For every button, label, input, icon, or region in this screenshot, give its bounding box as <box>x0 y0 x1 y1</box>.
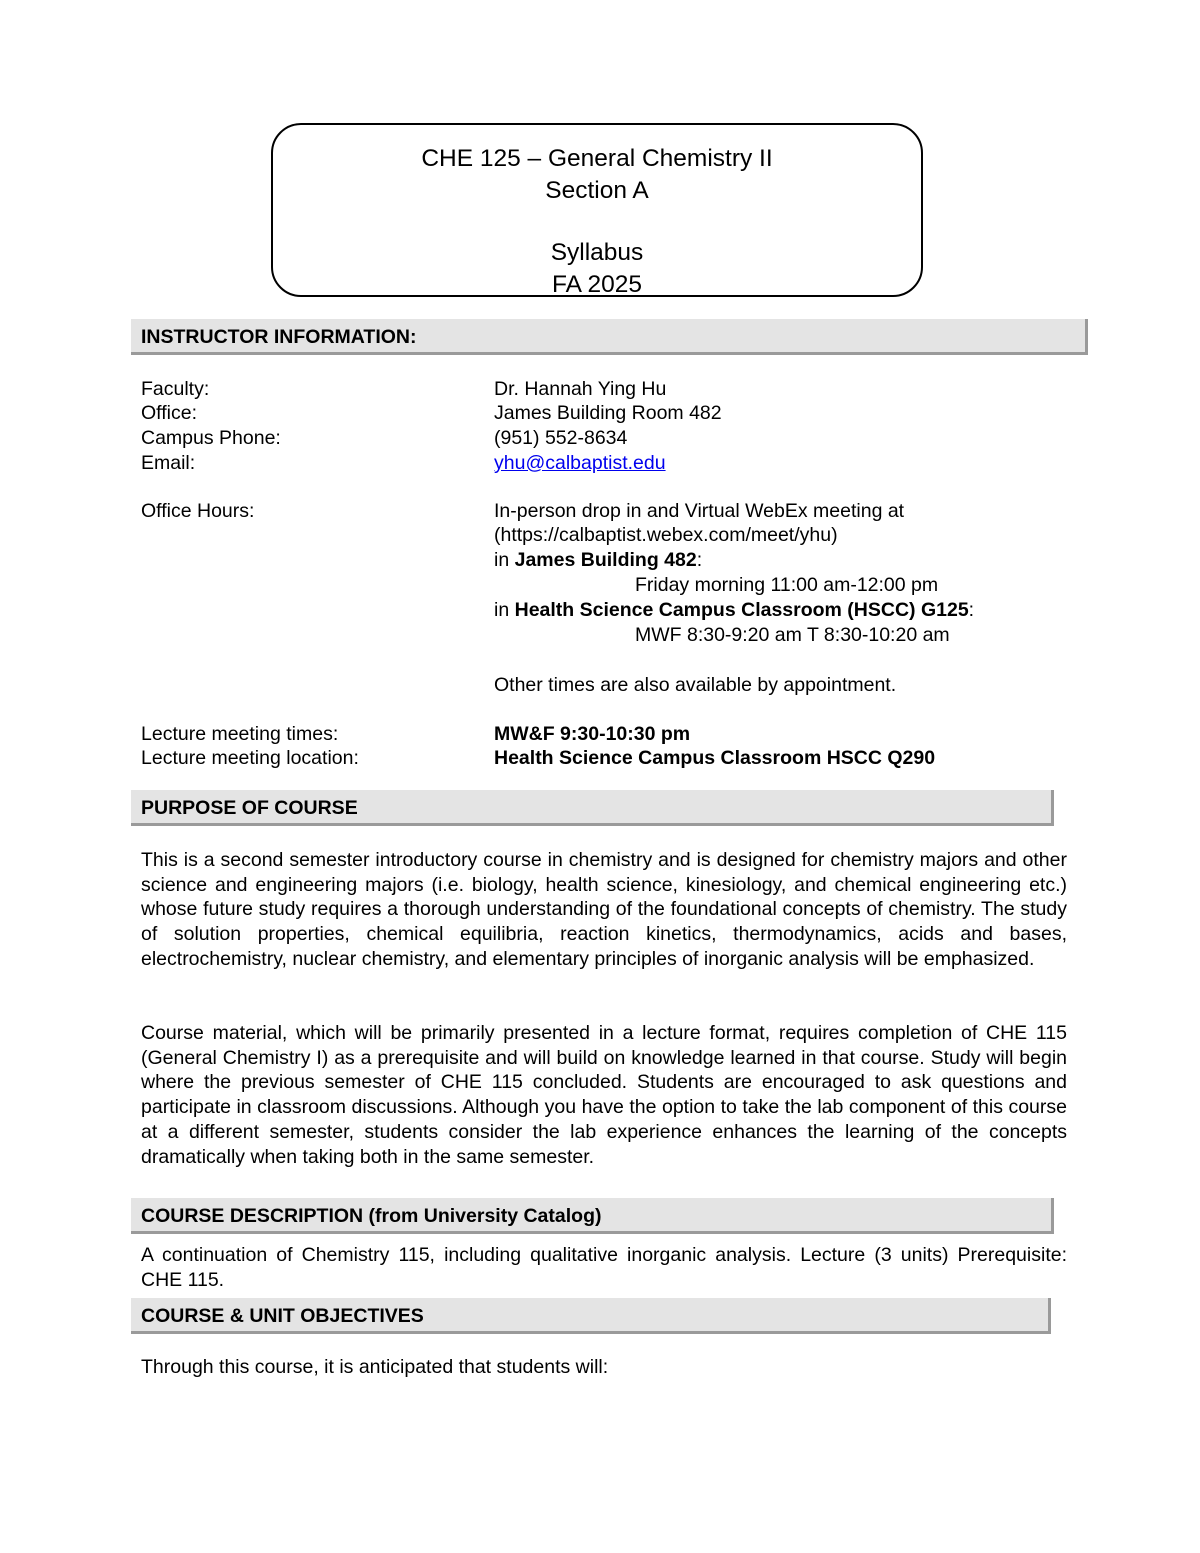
location2-name: Health Science Campus Classroom (HSCC) G125 <box>514 599 969 621</box>
colon: : <box>968 599 975 621</box>
purpose-paragraph-1: This is a second semester introductory course in chemistry and is designed for chemistry majors and other science and engineering majors (i.e. biology, health science, kinesiology, and chemical engineering etc.) whose future study requires a thorough understanding of the foundational concepts of chemistry. The study of solution properties, chemical equilibria, reaction kinetics, thermodynamics, acids and bases, electrochemistry, nuclear chemistry, and elementary principles of inorganic analysis will be emphasized. <box>141 849 1067 970</box>
office-hours-label: Office Hours: <box>141 500 255 522</box>
course-title: CHE 125 – General Chemistry II <box>421 145 773 172</box>
faculty-label: Faculty: <box>141 378 210 400</box>
office-label: Office: <box>141 402 197 424</box>
description-heading: COURSE DESCRIPTION (from University Catalog) <box>131 1198 1054 1234</box>
phone-label: Campus Phone: <box>141 427 281 449</box>
description-text: A continuation of Chemistry 115, including qualitative inorganic analysis. Lecture (3 units) Prerequisite: CHE 115. <box>141 1244 1067 1291</box>
title-box <box>271 123 923 297</box>
location1-name: James Building 482 <box>514 549 697 571</box>
location2-time: MWF 8:30-9:20 am T 8:30-10:20 am <box>635 624 950 646</box>
lecture-times-label: Lecture meeting times: <box>141 723 339 745</box>
spacer <box>273 206 921 237</box>
purpose-paragraph-2: Course material, which will be primarily presented in a lecture format, requires completion of CHE 115 (General Chemistry I) as a prerequisite and will build on knowledge learned in that course. Study will begin where the previous semester of CHE 115 concluded. Students are encouraged to ask questions and participate in classroom discussions. Although you have the option to take the lab component of this course at a different semester, students consider the lab experience enhances the learning of the concepts dramatically when taking both in the same semester. <box>141 1022 1067 1168</box>
objectives-heading: COURSE & UNIT OBJECTIVES <box>131 1298 1051 1334</box>
lecture-location-value: Health Science Campus Classroom HSCC Q290 <box>494 747 936 769</box>
office-hours-location2 <box>494 598 974 622</box>
lecture-times-value: MW&F 9:30-10:30 pm <box>494 723 691 745</box>
lecture-location-label: Lecture meeting location: <box>141 747 359 769</box>
office-hours-line2: (https://calbaptist.webex.com/meet/yhu) <box>494 524 838 546</box>
email-label: Email: <box>141 452 196 474</box>
other-times-note: Other times are also available by appointment. <box>494 674 897 696</box>
objectives-intro: Through this course, it is anticipated that students will: <box>141 1356 609 1378</box>
term-label: FA 2025 <box>552 270 642 298</box>
in-word: in <box>494 599 515 621</box>
purpose-heading: PURPOSE OF COURSE <box>131 790 1054 826</box>
in-word: in <box>494 549 515 571</box>
colon: : <box>696 549 703 571</box>
section-label: Section A <box>545 176 649 204</box>
email-link[interactable]: yhu@calbaptist.edu <box>494 452 666 474</box>
office-hours-location1 <box>494 548 702 572</box>
office-hours-line1: In-person drop in and Virtual WebEx meeting at <box>494 500 905 522</box>
doc-type: Syllabus <box>550 239 644 266</box>
office-value: James Building Room 482 <box>494 402 722 424</box>
faculty-value: Dr. Hannah Ying Hu <box>494 378 667 400</box>
phone-value: (951) 552-8634 <box>494 427 628 449</box>
instructor-heading: INSTRUCTOR INFORMATION: <box>131 319 1088 355</box>
location1-time: Friday morning 11:00 am-12:00 pm <box>635 574 939 596</box>
